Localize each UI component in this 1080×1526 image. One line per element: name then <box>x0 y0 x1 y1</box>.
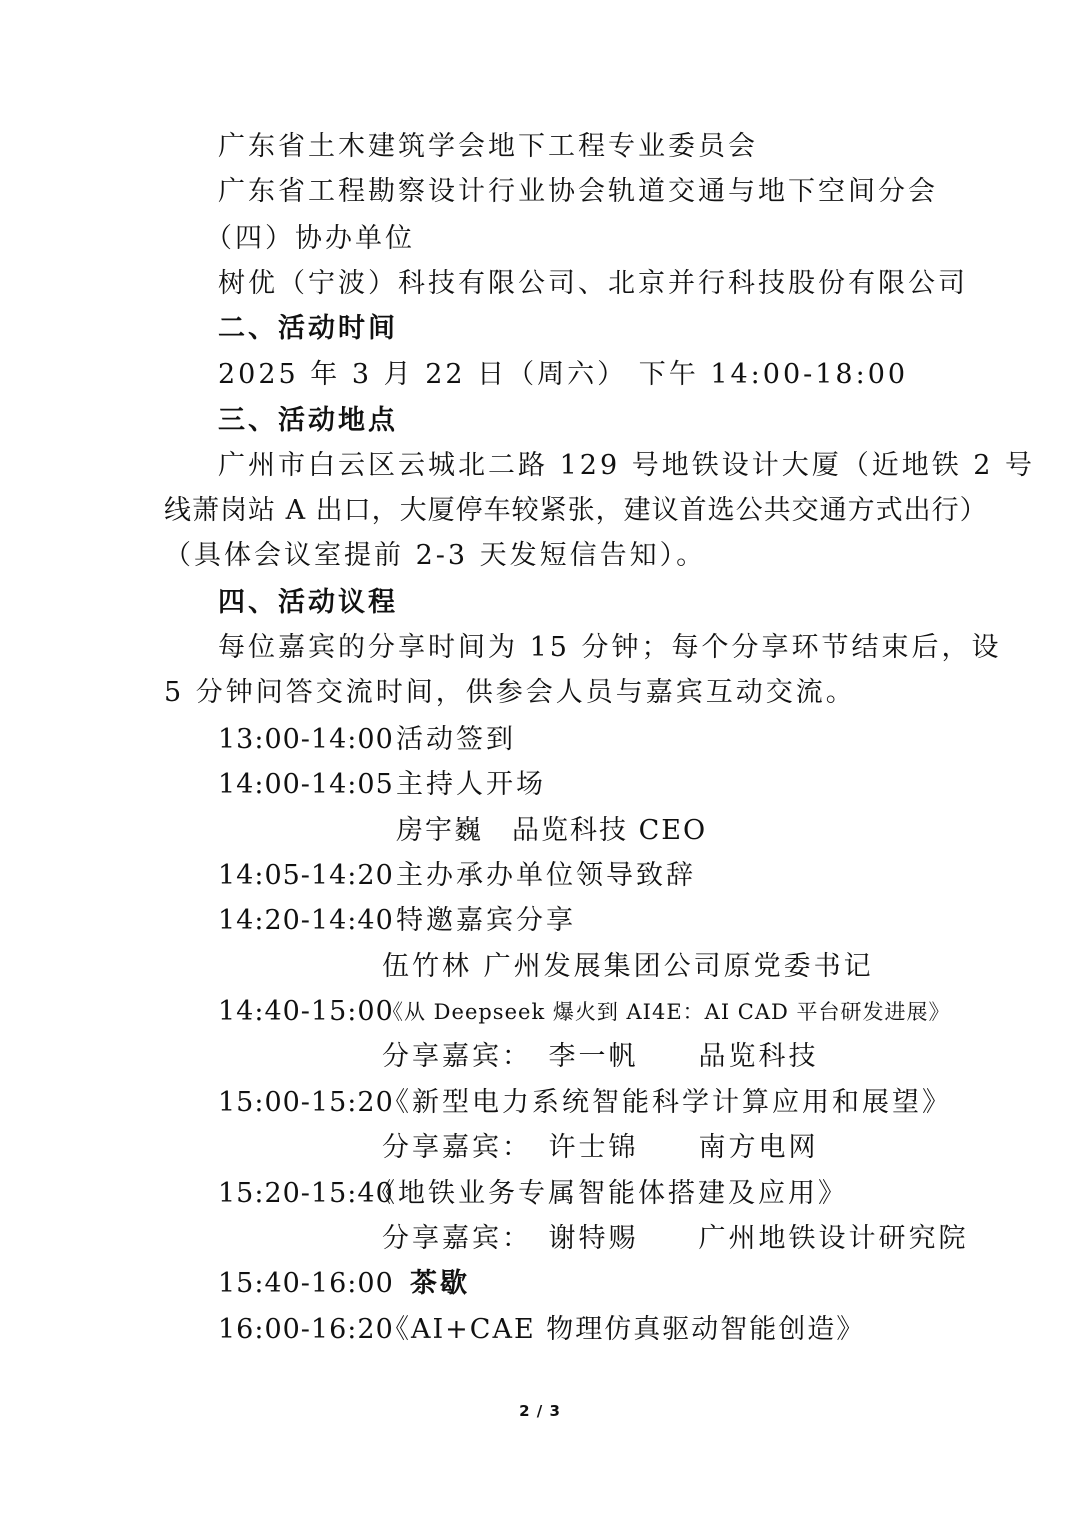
agenda-time: 16:00-16:20 <box>218 1314 394 1345</box>
agenda-item: 分享嘉宾： 李一帆 品览科技 <box>382 1041 819 1072</box>
agenda-item: 《新型电力系统智能科学计算应用和展望》 <box>382 1087 952 1118</box>
co-organizer-names: 树优（宁波）科技有限公司、北京并行科技股份有限公司 <box>218 268 968 299</box>
page-number: 2 / 3 <box>519 1402 561 1420</box>
agenda-item: 主办承办单位领导致辞 <box>396 860 696 891</box>
time-heading: 二、活动时间 <box>218 313 398 344</box>
location-heading: 三、活动地点 <box>218 405 398 436</box>
agenda-item: 分享嘉宾： 谢特赐 广州地铁设计研究院 <box>382 1223 969 1254</box>
agenda-item: 伍竹林 广州发展集团公司原党委书记 <box>382 951 874 982</box>
agenda-time: 14:20-14:40 <box>218 905 394 936</box>
agenda-time: 14:05-14:20 <box>218 860 394 891</box>
agenda-item: 《AI+CAE 物理仿真驱动智能创造》 <box>382 1314 866 1345</box>
location-line-3: （具体会议室提前 2-3 天发短信告知）。 <box>164 540 707 571</box>
co-organizer-heading: （四）协办单位 <box>205 223 415 254</box>
agenda-item: 茶歇 <box>410 1268 470 1299</box>
agenda-heading: 四、活动议程 <box>218 587 398 618</box>
agenda-item: 《从 Deepseek 爆火到 AI4E：AI CAD 平台研发进展》 <box>382 1000 951 1024</box>
location-line-2: 线萧岗站 A 出口，大厦停车较紧张，建议首选公共交通方式出行） <box>164 495 988 526</box>
agenda-item: 特邀嘉宾分享 <box>396 905 576 936</box>
agenda-time: 15:20-15:40 <box>218 1178 394 1209</box>
agenda-item: 活动签到 <box>396 724 516 755</box>
time-text: 2025 年 3 月 22 日（周六） 下午 14:00-18:00 <box>218 359 909 390</box>
agenda-time: 14:40-15:00 <box>218 996 394 1027</box>
agenda-item: 分享嘉宾： 许士锦 南方电网 <box>382 1132 819 1163</box>
agenda-intro-line-2: 5 分钟问答交流时间，供参会人员与嘉宾互动交流。 <box>164 677 856 708</box>
organizer-line-1: 广东省土木建筑学会地下工程专业委员会 <box>218 131 758 162</box>
agenda-time: 15:40-16:00 <box>218 1268 394 1299</box>
organizer-line-2: 广东省工程勘察设计行业协会轨道交通与地下空间分会 <box>218 176 938 207</box>
agenda-intro-line-1: 每位嘉宾的分享时间为 15 分钟；每个分享环节结束后，设 <box>218 632 1002 663</box>
location-line-1: 广州市白云区云城北二路 129 号地铁设计大厦（近地铁 2 号 <box>218 450 1036 481</box>
agenda-time: 13:00-14:00 <box>218 724 394 755</box>
agenda-time: 14:00-14:05 <box>218 769 394 800</box>
agenda-item: 房宇巍 品览科技 CEO <box>396 815 708 846</box>
agenda-item: 主持人开场 <box>396 769 546 800</box>
agenda-time: 15:00-15:20 <box>218 1087 394 1118</box>
agenda-item: 《地铁业务专属智能体搭建及应用》 <box>368 1178 848 1209</box>
